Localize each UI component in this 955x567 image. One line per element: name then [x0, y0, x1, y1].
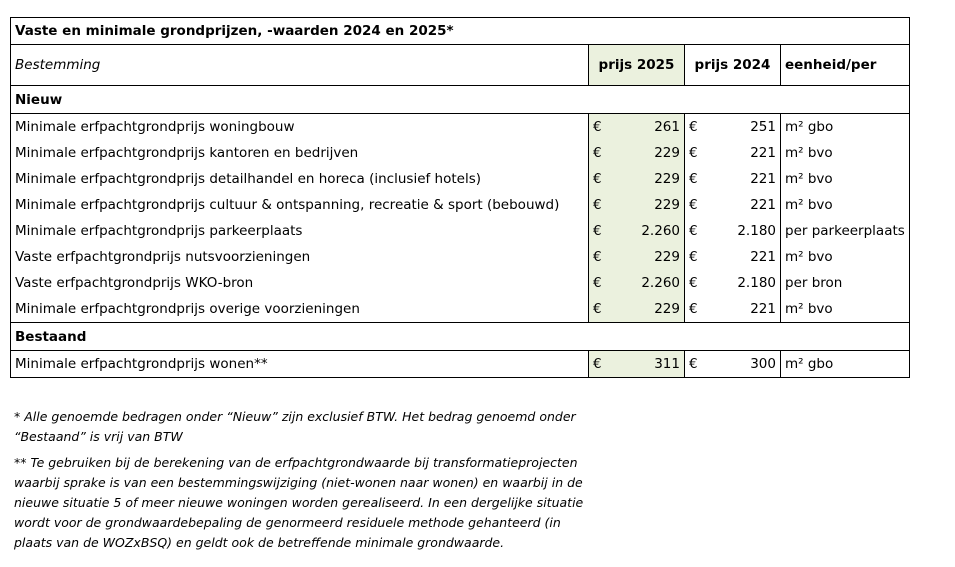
price-2024: 221 [703, 192, 781, 218]
unit: m² bvo [785, 301, 833, 317]
row-label: Minimale erfpachtgrondprijs detailhandel en horeca (inclusief hotels) [11, 166, 589, 192]
price-2025: 261 [607, 114, 685, 141]
currency-2024: € [689, 223, 698, 239]
currency-2024: € [689, 275, 698, 291]
row-label: Minimale erfpachtgrondprijs woningbouw [11, 114, 589, 141]
table-row [11, 351, 910, 378]
currency-2025: € [589, 166, 607, 192]
currency-2025: € [589, 140, 607, 166]
row-label: Minimale erfpachtgrondprijs cultuur & ontspanning, recreatie & sport (bebouwd) [11, 192, 589, 218]
section-row [11, 323, 910, 351]
section-title: Bestaand [11, 323, 910, 351]
row-label: Minimale erfpachtgrondprijs parkeerplaats [11, 218, 589, 244]
header-price-2024: prijs 2024 [685, 45, 781, 86]
currency-2024: € [689, 145, 698, 161]
table-header-row [11, 45, 910, 86]
unit: m² bvo [785, 197, 833, 213]
currency-2025: € [589, 192, 607, 218]
section-row [11, 86, 910, 114]
table-row [11, 114, 910, 141]
price-table [10, 17, 910, 378]
table-row [11, 296, 910, 323]
header-price-2025: prijs 2025 [589, 45, 685, 86]
row-label: Minimale erfpachtgrondprijs kantoren en bedrijven [11, 140, 589, 166]
price-2024: 2.180 [703, 270, 781, 296]
currency-2024: € [689, 356, 698, 372]
price-2025: 2.260 [607, 218, 685, 244]
currency-2025: € [589, 296, 607, 323]
price-2025: 229 [607, 192, 685, 218]
price-2024: 251 [703, 114, 781, 141]
table-row [11, 192, 910, 218]
currency-2025: € [589, 114, 607, 141]
price-2025: 229 [607, 140, 685, 166]
currency-2025: € [589, 218, 607, 244]
price-2025: 229 [607, 244, 685, 270]
price-2025: 311 [607, 351, 685, 378]
table-row [11, 244, 910, 270]
unit: m² gbo [785, 119, 834, 135]
footnote-1: * Alle genoemde bedragen onder “Nieuw” zijn exclusief BTW. Het bedrag genoemd onder “Bestaand” is vrij van BTW [14, 409, 576, 444]
unit: m² bvo [785, 171, 833, 187]
currency-2025: € [589, 244, 607, 270]
table-row [11, 166, 910, 192]
table-title-row [11, 18, 910, 45]
price-2024: 221 [703, 244, 781, 270]
currency-2024: € [689, 301, 698, 317]
footnotes [14, 407, 594, 559]
price-2024: 221 [703, 140, 781, 166]
price-2025: 229 [607, 166, 685, 192]
section-title: Nieuw [11, 86, 910, 114]
table-title: Vaste en minimale grondprijzen, -waarden 2024 en 2025* [11, 18, 910, 45]
unit: per bron [785, 275, 843, 291]
price-2024: 2.180 [703, 218, 781, 244]
currency-2025: € [589, 270, 607, 296]
unit: m² gbo [785, 356, 834, 372]
table-row [11, 140, 910, 166]
row-label: Minimale erfpachtgrondprijs overige voorzieningen [11, 296, 589, 323]
price-2024: 221 [703, 166, 781, 192]
price-2024: 300 [703, 351, 781, 378]
table-row [11, 218, 910, 244]
unit: m² bvo [785, 249, 833, 265]
table-row [11, 270, 910, 296]
row-label: Vaste erfpachtgrondprijs nutsvoorzieningen [11, 244, 589, 270]
currency-2024: € [689, 249, 698, 265]
price-2025: 229 [607, 296, 685, 323]
price-2025: 2.260 [607, 270, 685, 296]
header-unit: eenheid/per [785, 57, 877, 73]
row-label: Vaste erfpachtgrondprijs WKO-bron [11, 270, 589, 296]
footnote-2: ** Te gebruiken bij de berekening van de erfpachtgrondwaarde bij transformatieprojecten waarbij sprake is van een bestemmingswijziging (niet-wonen naar wonen) en waarbij in de nieuwe situatie 5 of meer nieuwe woningen worden gerealiseerd. In een dergelijke situatie wordt voor de grondwaardebepaling de genormeerd residuele methode gehanteerd (in plaats van de WOZxBSQ) en geldt ook de betreffende minimale grondwaarde. [14, 455, 584, 550]
unit: m² bvo [785, 145, 833, 161]
currency-2025: € [589, 351, 607, 378]
row-label: Minimale erfpachtgrondprijs wonen** [11, 351, 589, 378]
currency-2024: € [689, 197, 698, 213]
unit: per parkeerplaats [785, 223, 905, 239]
currency-2024: € [689, 171, 698, 187]
currency-2024: € [689, 119, 698, 135]
header-destination: Bestemming [11, 45, 589, 86]
price-2024: 221 [703, 296, 781, 323]
